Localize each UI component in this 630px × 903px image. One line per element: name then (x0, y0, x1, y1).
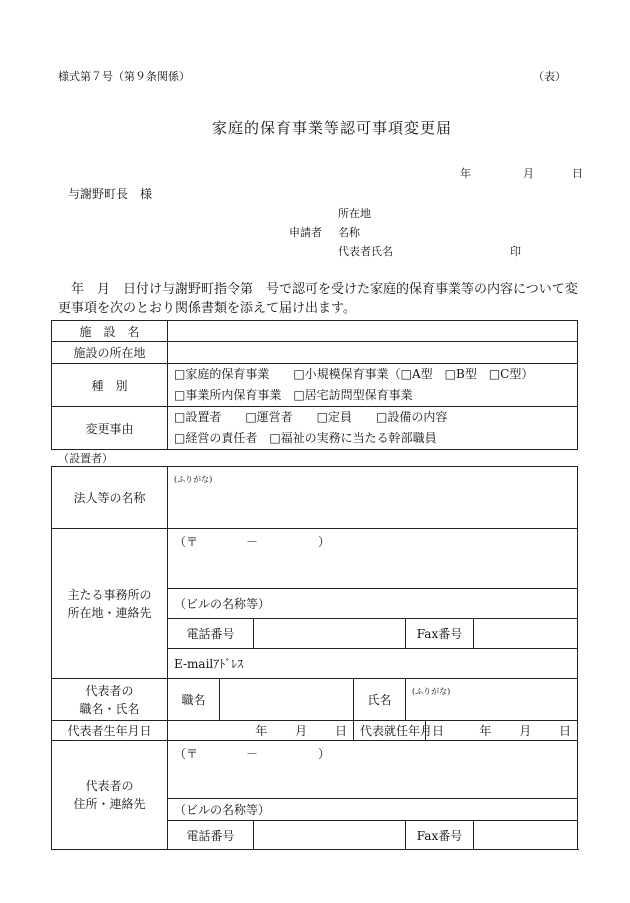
furigana2-label: (ふりがな) (412, 687, 451, 696)
rep-label: 代表者氏名 (338, 245, 393, 258)
type-options[interactable] (168, 364, 578, 407)
rep-postal-field[interactable] (168, 741, 578, 799)
email-label: E-mailｱﾄﾞﾚｽ (174, 657, 244, 671)
corp-name-label: 法人等の名称 (52, 467, 168, 529)
name-label: 名称 (338, 226, 360, 239)
rep-title-line1: 代表者の (85, 683, 134, 698)
appointed-year: 年 (479, 724, 492, 738)
setter-table (51, 466, 578, 850)
date-day: 日 (572, 167, 583, 180)
form-number: 様式第７号（第９条関係） (58, 70, 190, 83)
facility-name-label: 施 設 名 (52, 321, 168, 342)
appointed-label: 代表就任年月日 (354, 721, 426, 741)
building-label: （ビルの名称等） (174, 597, 271, 611)
appointed-day: 日 (559, 724, 572, 738)
type-label: 種 別 (52, 364, 168, 407)
phone2-field[interactable] (254, 821, 406, 850)
form-title: 家庭的保育事業等認可事項変更届 (212, 119, 453, 137)
birth-day: 日 (334, 724, 347, 738)
rep-address-line2: 住所・連絡先 (73, 797, 146, 811)
date-year: 年 (460, 167, 471, 180)
job-title-field[interactable] (220, 679, 354, 721)
building2-label: （ビルの名称等） (174, 803, 271, 817)
rep-title-label (52, 679, 168, 721)
postal2-label: （〒 － ） (174, 747, 331, 761)
reason-options-line1: □設置者 □運営者 □定員 □設備の内容 (174, 410, 448, 424)
address-label: 所在地 (338, 207, 371, 220)
office-building-field[interactable] (168, 589, 578, 619)
rep-address-line1: 代表者の (85, 779, 134, 793)
applicant-label: 申請者 (289, 226, 322, 239)
appointed-month: 月 (519, 724, 532, 738)
phone-label: 電話番号 (168, 619, 254, 649)
birth-month: 月 (295, 724, 308, 738)
appointed-date-field[interactable] (426, 721, 578, 741)
reason-options-line2: □経営の責任者 □福祉の実務に当たる幹部職員 (174, 431, 437, 445)
addressee: 与謝野町長 様 (68, 187, 153, 201)
change-table (51, 320, 578, 450)
furigana-label: (ふりがな) (174, 475, 213, 484)
facility-address-field[interactable] (168, 342, 578, 364)
rep-title-line2: 職名・氏名 (79, 701, 140, 716)
office-label (52, 529, 168, 679)
person-name-label: 氏名 (354, 679, 406, 721)
office-label-line2: 所在地・連絡先 (67, 605, 152, 620)
fax-label: Fax番号 (406, 619, 474, 649)
office-label-line1: 主たる事務所の (67, 587, 152, 602)
facility-name-field[interactable] (168, 321, 578, 342)
form-side: （表） (533, 70, 566, 83)
setter-label: （設置者） (58, 452, 113, 465)
fax2-label: Fax番号 (406, 821, 474, 850)
rep-building-field[interactable] (168, 799, 578, 821)
type-options-line1: □家庭的保育事業 □小規模保育事業（□A型 □B型 □C型） (174, 367, 534, 381)
phone2-label: 電話番号 (168, 821, 254, 850)
facility-address-label: 施設の所在地 (52, 342, 168, 364)
email-field[interactable] (168, 649, 578, 679)
birth-date-field[interactable] (168, 721, 354, 741)
reason-options[interactable] (168, 407, 578, 450)
job-title-label: 職名 (168, 679, 220, 721)
corp-name-field[interactable] (168, 467, 578, 529)
date-month: 月 (523, 167, 534, 180)
reason-label: 変更事由 (52, 407, 168, 450)
type-options-line2: □事業所内保育事業 □居宅訪問型保育事業 (174, 388, 413, 402)
fax-field[interactable] (474, 619, 578, 649)
postal-label: （〒 － ） (174, 535, 331, 549)
fax2-field[interactable] (474, 821, 578, 850)
office-postal-field[interactable] (168, 529, 578, 589)
seal-mark: 印 (510, 245, 521, 258)
rep-address-label (52, 741, 168, 850)
birth-year: 年 (255, 724, 268, 738)
birth-label: 代表者生年月日 (52, 721, 168, 741)
person-name-field[interactable] (406, 679, 578, 721)
statement: 年 月 日付け与謝野町指令第 号で認可を受けた家庭的保育事業等の内容について変更事項を次のとおり関係書類を添えて届け出ます。 (58, 282, 578, 316)
phone-field[interactable] (254, 619, 406, 649)
